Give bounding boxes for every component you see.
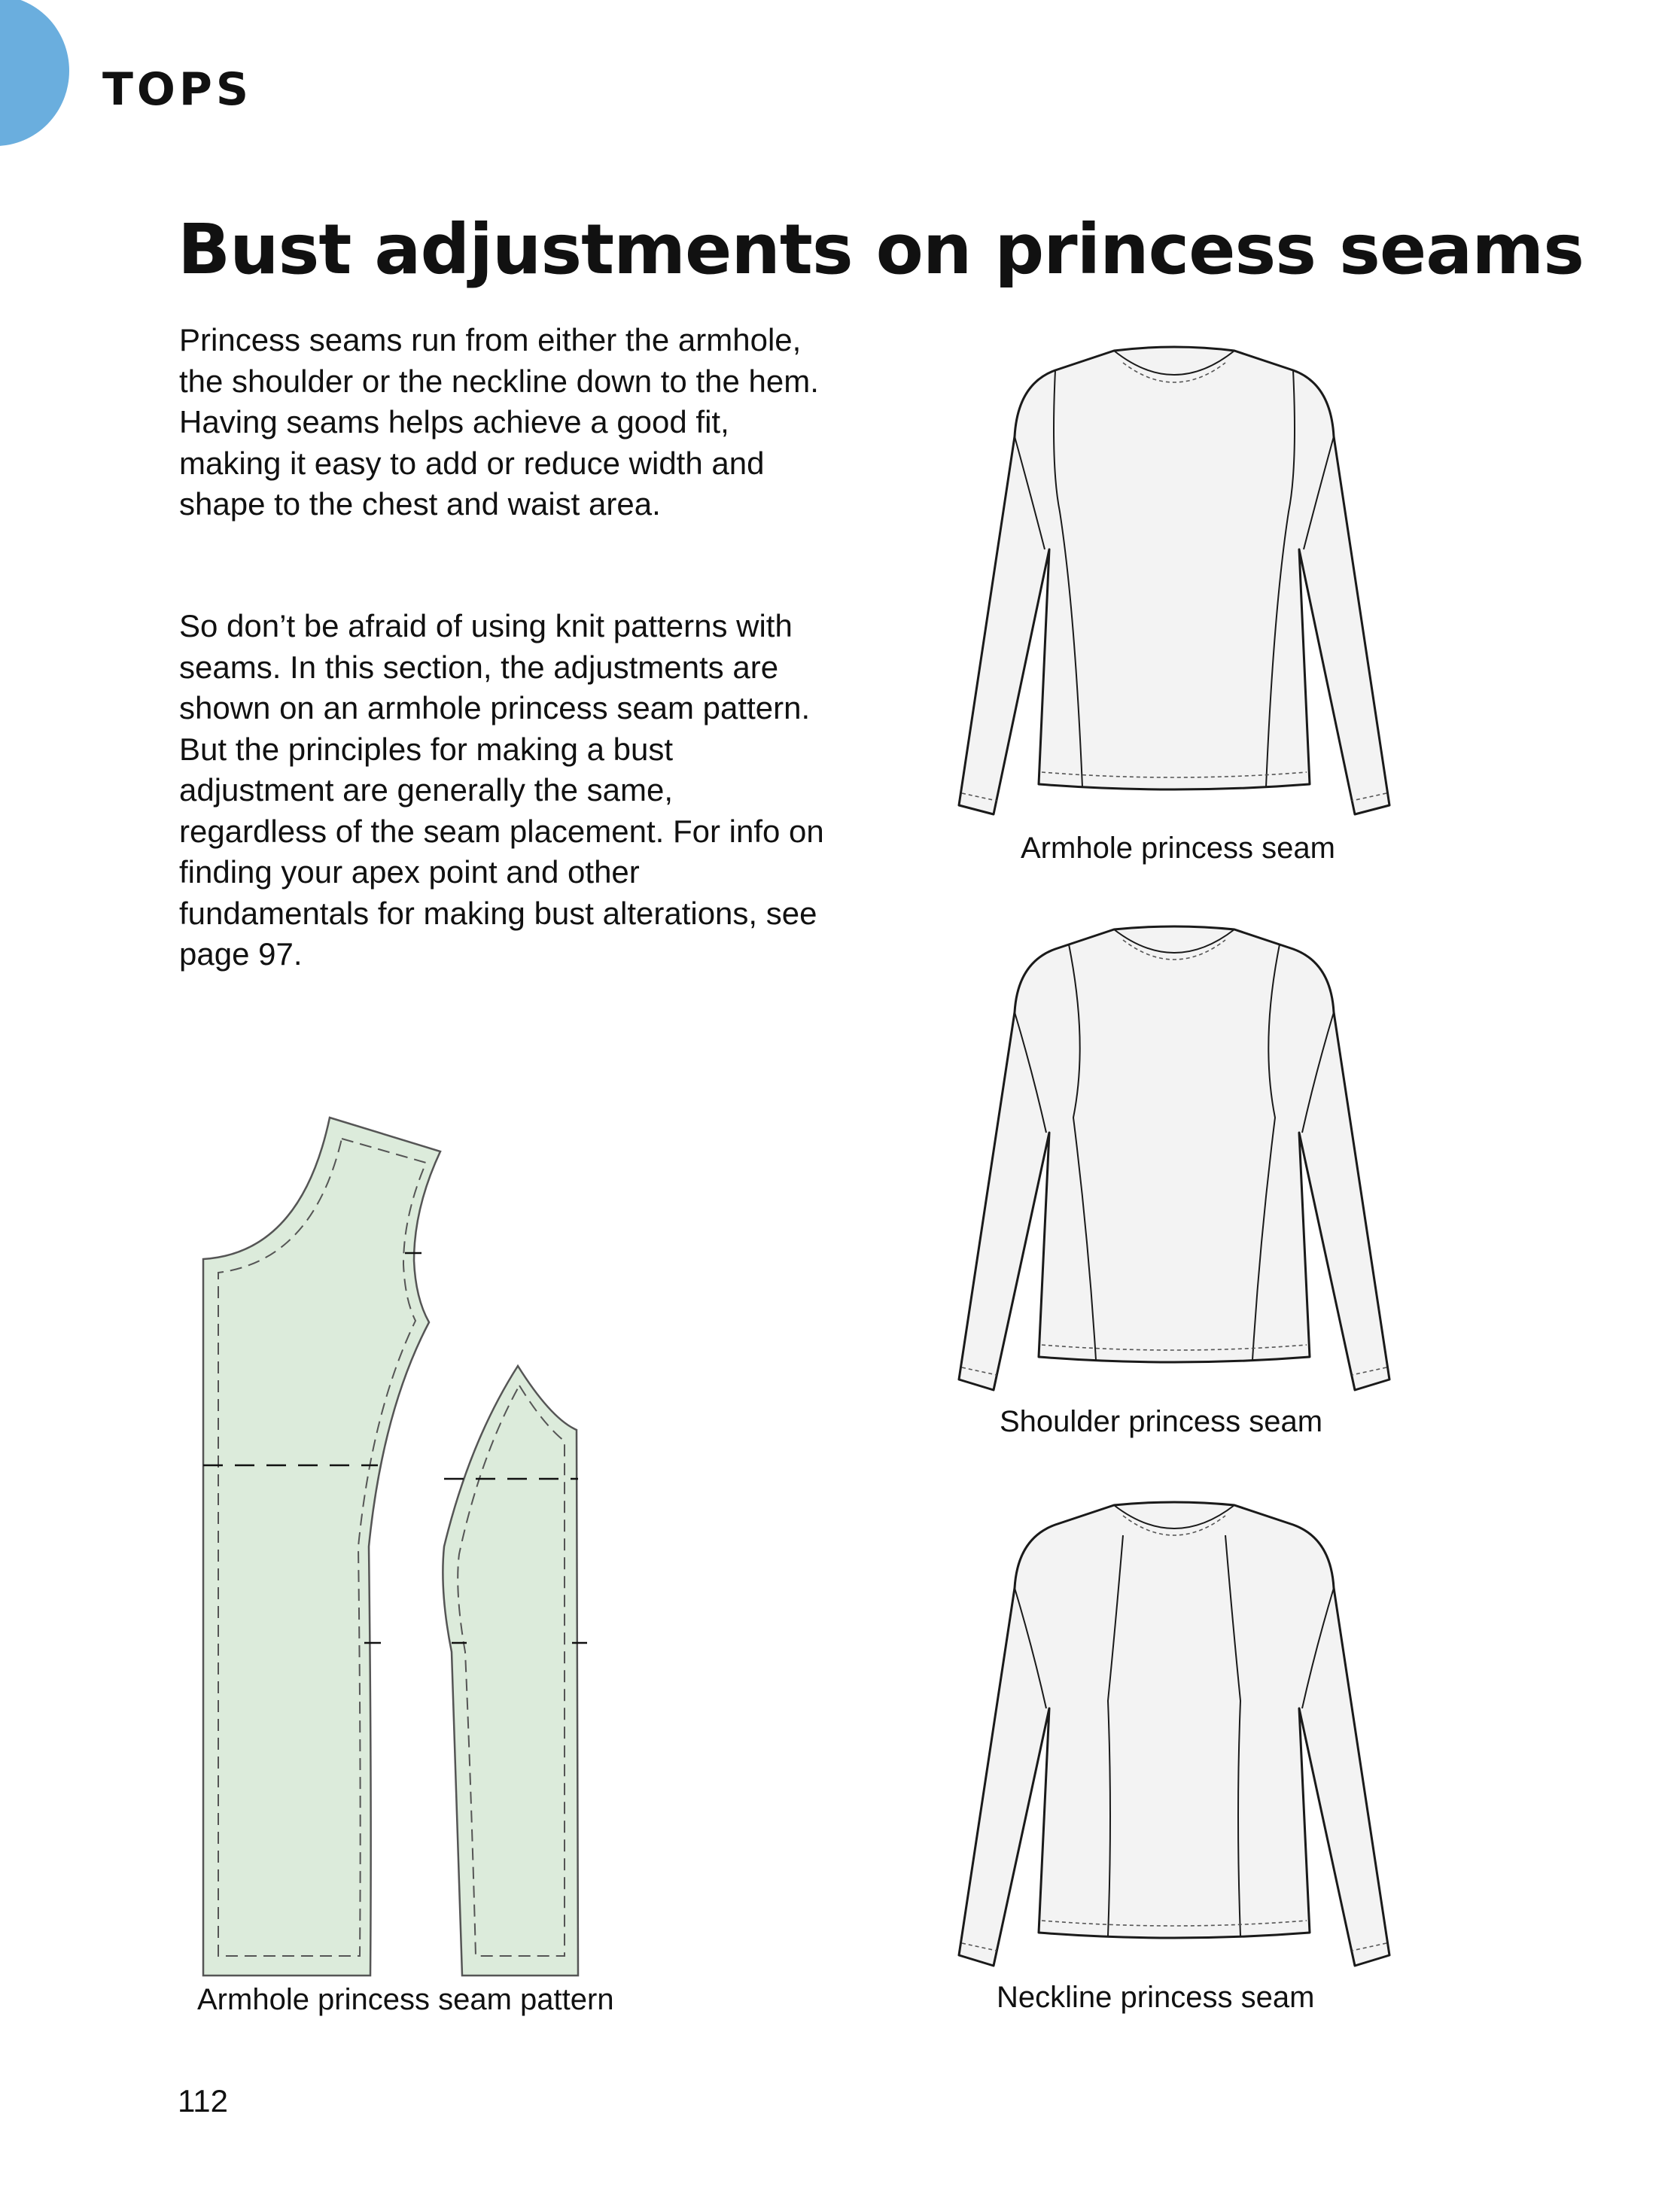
armhole-princess-pattern-illustration	[196, 1110, 602, 1991]
tee-outline	[959, 1502, 1389, 1966]
armhole-princess-caption: Armhole princess seam	[1021, 832, 1335, 865]
section-label: TOPS	[102, 63, 253, 116]
section-tab-marker	[0, 0, 69, 146]
page-title: Bust adjustments on princess seams	[178, 209, 1584, 290]
pattern-caption: Armhole princess seam pattern	[197, 1983, 614, 2016]
side-front-pattern-piece	[443, 1366, 578, 1976]
shoulder-princess-tee-illustration	[918, 922, 1430, 1411]
neckline-princess-tee-illustration	[918, 1498, 1430, 1987]
intro-paragraph: Princess seams run from either the armhole, the shoulder or the neckline down to the hem. Having seams helps achieve a good fit, making it easy to add or reduce width and shape to the chest and waist area.	[179, 322, 819, 522]
armhole-princess-tee-illustration	[918, 324, 1430, 835]
center-front-pattern-piece	[203, 1118, 440, 1976]
neckline-princess-caption: Neckline princess seam	[997, 1981, 1315, 2014]
tee-outline	[959, 347, 1389, 814]
tee-outline	[959, 926, 1389, 1390]
shoulder-princess-caption: Shoulder princess seam	[1000, 1405, 1323, 1438]
body-paragraph: So don’t be afraid of using knit patterns with seams. In this section, the adjustments are shown on an armhole princess seam pattern. But the principles for making a bust adjustment are generally the same, regardless of the seam placement. For info on finding your apex point and other fundamentals for making bust alterations, see page 97.	[179, 608, 824, 972]
page-number: 112	[178, 2083, 228, 2119]
